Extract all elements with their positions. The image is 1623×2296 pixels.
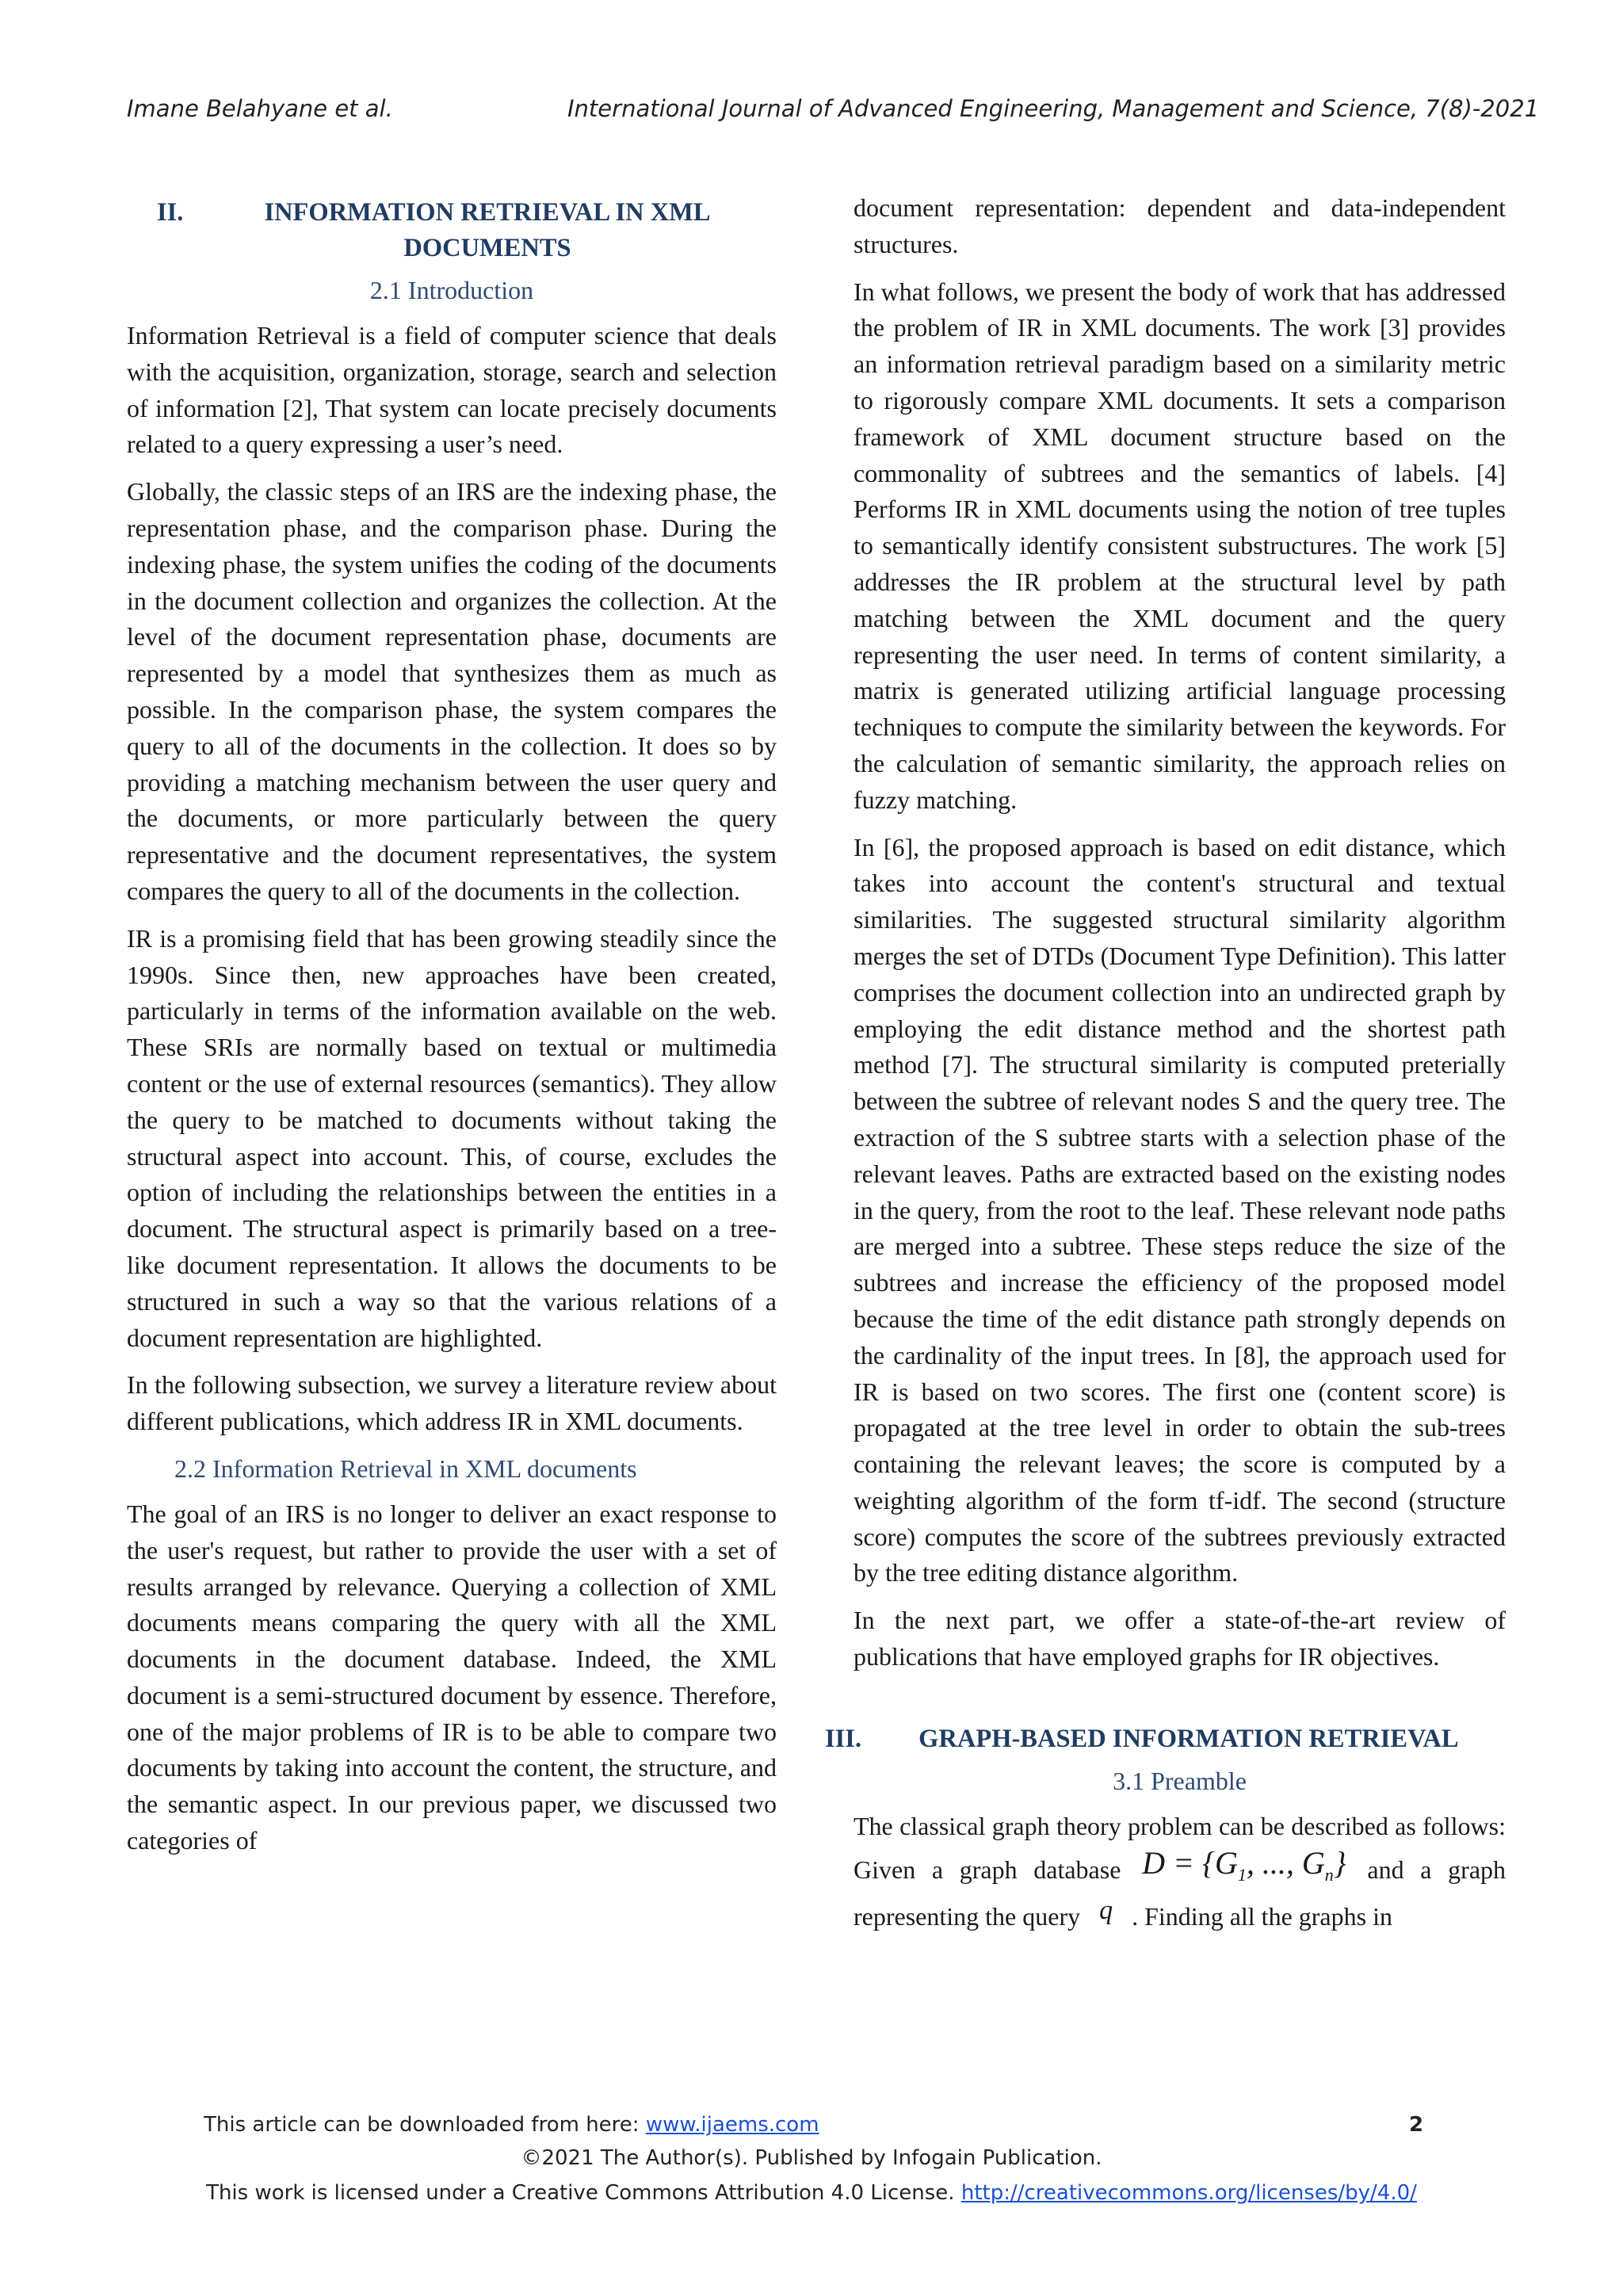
section-3-number: III. bbox=[825, 1724, 862, 1753]
section-3-title: GRAPH-BASED INFORMATION RETRIEVAL bbox=[918, 1724, 1459, 1753]
section-2-title: INFORMATION RETRIEVAL IN XML DOCUMENTS bbox=[264, 198, 711, 262]
paragraph: In what follows, we present the body of work that has addressed the problem of IR in XML documents. The work [3] provides an information retrieval paradigm based on a similarity metric to rigorously compare XML documents. It sets a comparison framework of XML document structure based on the commonality of subtrees and the semantics of labels. [4] Performs IR in XML documents using the notion of tree tuples to semantically identify consistent substructures. The work [5] addresses the IR problem at the structural level by path matching between the XML document and the query representing the user need. In terms of content similarity, a matrix is generated utilizing artificial language processing techniques to compute the similarity between the keywords. For the calculation of semantic similarity, the approach relies on fuzzy matching. bbox=[854, 277, 1506, 814]
text-run: The classical graph theory problem can be described as follows: Given a graph database bbox=[854, 1811, 1506, 1884]
paragraph: document representation: dependent and data-independent structures. bbox=[854, 193, 1506, 258]
footer-license-line bbox=[0, 2181, 1623, 2205]
formula-graph-database: $D = \{G_1$, ..., $G_n$} bbox=[1142, 1844, 1346, 1885]
paragraph: In the next part, we offer a state-of-the-art review of publications that have employed graphs for IR objectives. bbox=[854, 1606, 1506, 1671]
subsection-2-1-heading: 2.1 Introduction bbox=[369, 276, 534, 304]
header-authors: Imane Belahyane et al. bbox=[127, 95, 393, 122]
right-column bbox=[825, 190, 1507, 1946]
text-run: and a graph representing the query bbox=[854, 1855, 1507, 1931]
paragraph: The goal of an IRS is no longer to deliver an exact response to the user's request, but rather to provide the user with a set of results arranged by relevance. Querying a collection of XML documents means comparing the query with all the XML documents in the document database. Indeed, the XML document is a semi-structured document by essence. Therefore, one of the major problems of IR is to be able to compare two documents by taking into account the content, the structure, and the semantic aspect. In our previous paper, we discussed two categories of bbox=[127, 1499, 777, 1855]
left-column bbox=[127, 190, 777, 1870]
section-2-heading bbox=[127, 195, 777, 266]
paragraph: In [6], the proposed approach is based on edit distance, which takes into account the content's structural and textual similarities. The suggested structural similarity algorithm merges the set of DTDs (Document Type Definition). This latter comprises the document collection into an undirected graph by employing the edit distance method and the shortest path method [7]. The structural similarity is computed preterially between the subtree of relevant nodes S and the query tree. The extraction of the S subtree starts with a selection phase of the relevant leaves. Paths are extracted based on the existing nodes in the query, from the root to the leaf. These relevant node paths are merged into a subtree. These steps reduce the size of the subtrees and increase the efficiency of the proposed model because the time of the edit distance path strongly depends on the cardinality of the input trees. In [8], the approach used for IR is based on two scores. The first one (content score) is propagated at the tree level in order to obtain the sub-trees containing the relevant leaves; the score is computed by a weighting algorithm of the form tf-idf. The second (structure score) computes the score of the subtrees previously extracted by the tree editing distance algorithm. bbox=[854, 832, 1506, 1587]
paragraph: Globally, the classic steps of an IRS are the indexing phase, the representation phase, and the comparison phase. During the indexing phase, the system unifies the coding of the documents in the document collection and organizes the collection. At the level of the document representation phase, documents are represented by a model that synthesizes them as much as possible. In the comparison phase, the system compares the query to all of the documents in the collection. It does so by providing a matching mechanism between the user query and the documents, or more particularly between the query representative and the document representatives, the system compares the query to all of the documents in the collection. bbox=[127, 477, 777, 905]
formula-query: q bbox=[1099, 1896, 1113, 1926]
journal-link[interactable]: www.ijaems.com bbox=[645, 2113, 819, 2137]
paragraph: Information Retrieval is a field of computer science that deals with the acquisition, organization, storage, search and selection of information [2], That system can locate precisely documents related to a query expressing a user’s need. bbox=[127, 321, 777, 459]
footer-license-prefix: This work is licensed under a Creative Commons Attribution 4.0 License. bbox=[206, 2181, 961, 2205]
section-3-heading bbox=[825, 1721, 1506, 1757]
section-2-number: II. bbox=[157, 198, 184, 227]
subsection-3-1-heading: 3.1 Preamble bbox=[1113, 1766, 1247, 1795]
page-number: 2 bbox=[1409, 2113, 1424, 2137]
license-link[interactable]: http://creativecommons.org/licenses/by/4.0/ bbox=[960, 2181, 1417, 2205]
paragraph bbox=[854, 1809, 1506, 1935]
footer-download-prefix: This article can be downloaded from here: bbox=[204, 2113, 646, 2137]
subsection-2-2-heading: 2.2 Information Retrieval in XML documents bbox=[174, 1454, 637, 1483]
text-run: . Finding all the graphs in bbox=[1132, 1902, 1392, 1931]
running-header bbox=[0, 95, 1623, 135]
paragraph: IR is a promising field that has been growing steadily since the 1990s. Since then, new approaches have been created, particularly in terms of the information available on the web. These SRIs are normally based on textual or multimedia content or the use of external resources (semantics). They allow the query to be matched to documents without taking the structural aspect into account. This, of course, excludes the option of including the relationships between the entities in a document. The structural aspect is primarily based on a tree-like document representation. It allows the documents to be structured in such a way so that the various relations of a document representation are highlighted. bbox=[127, 923, 777, 1352]
footer-copyright: ©2021 The Author(s). Published by Infogain Publication. bbox=[521, 2146, 1102, 2170]
footer-download bbox=[204, 2113, 819, 2137]
paragraph: In the following subsection, we survey a literature review about different publications, which address IR in XML documents. bbox=[127, 1370, 777, 1436]
header-journal: International Journal of Advanced Engineering, Management and Science, 7(8)-2021 bbox=[567, 95, 1540, 122]
